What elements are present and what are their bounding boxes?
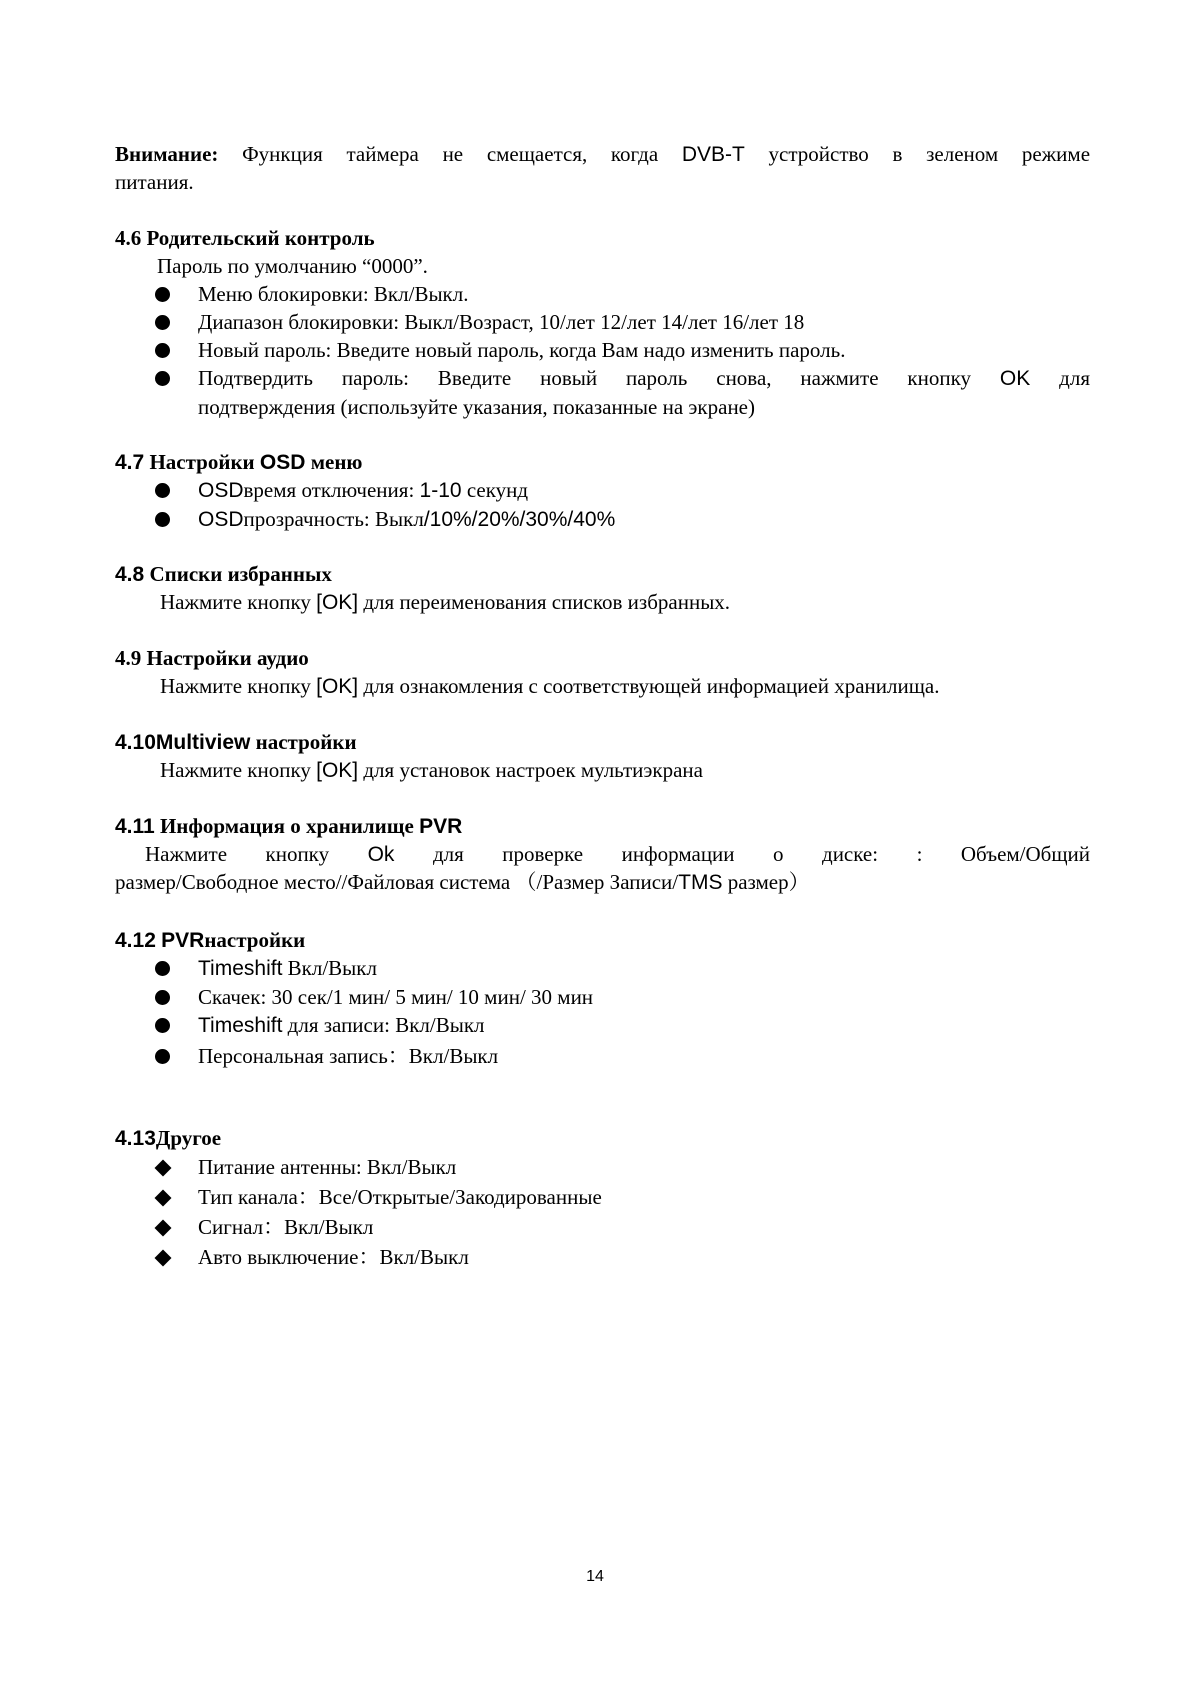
section-4-11-line-2: размер/Свободное место//Файловая система （/Размер Записи/TMS размер） bbox=[115, 870, 810, 894]
bullet-dot-icon bbox=[155, 1049, 170, 1064]
section-4-9-title: 4.9 Настройки аудио bbox=[115, 646, 309, 670]
list-item bbox=[155, 364, 1090, 421]
ok-key: OK bbox=[999, 367, 1031, 390]
section-4-8-title: 4.8 Списки избранных bbox=[115, 562, 332, 586]
section-4-12-list bbox=[155, 954, 1090, 1070]
list-item: Новый пароль: Введите новый пароль, когда Вам надо изменить пароль. bbox=[155, 336, 1090, 364]
section-4-9-text: Нажмите кнопку [OK] для ознакомления с соответствующей информацией хранилища. bbox=[160, 674, 940, 698]
bullet-diamond-icon bbox=[155, 1190, 172, 1207]
section-4-12-title: 4.12 PVRнастройки bbox=[115, 928, 306, 952]
section-4-7-list bbox=[155, 476, 1090, 534]
bullet-diamond-icon bbox=[155, 1250, 172, 1267]
list-item: Тип канала：Все/Открытые/Закодированные bbox=[155, 1183, 1090, 1211]
bullet-dot-icon bbox=[155, 961, 170, 976]
confirm-line-1: Подтвердить пароль: Введите новый пароль снова, нажмите кнопку OK для bbox=[198, 366, 1090, 390]
bullet-dot-icon bbox=[155, 990, 170, 1005]
list-item: OSDвремя отключения: 1-10 секунд bbox=[155, 476, 1090, 505]
section-4-6-title: 4.6 Родительский контроль bbox=[115, 226, 375, 250]
bullet-dot-icon bbox=[155, 315, 170, 330]
section-4-10-title: 4.10Multiview настройки bbox=[115, 730, 357, 754]
section-4-13-title: 4.13Другое bbox=[115, 1126, 222, 1150]
notice-dvbt: DVB-T bbox=[681, 143, 745, 166]
list-item: Питание антенны: Вкл/Выкл bbox=[155, 1153, 1090, 1181]
notice-text-1: Функция таймера не смещается, когда bbox=[242, 142, 659, 166]
notice-line-1 bbox=[115, 140, 1090, 169]
bullet-dot-icon bbox=[155, 343, 170, 358]
section-4-8-text: Нажмите кнопку [OK] для переименования списков избранных. bbox=[160, 590, 731, 614]
list-item: Авто выключение：Вкл/Выкл bbox=[155, 1243, 1090, 1271]
notice-line-2: питания. bbox=[115, 170, 194, 194]
list-item: Скачек: 30 сек/1 мин/ 5 мин/ 10 мин/ 30 мин bbox=[155, 983, 1090, 1011]
bullet-diamond-icon bbox=[155, 1220, 172, 1237]
bullet-dot-icon bbox=[155, 512, 170, 527]
bullet-diamond-icon bbox=[155, 1160, 172, 1177]
section-4-7-title: 4.7 Настройки OSD меню bbox=[115, 450, 363, 474]
section-4-6-list bbox=[155, 280, 1090, 421]
section-4-11-line-1: Нажмите кнопку Ok для проверке информации о диске: : Объем/Общий bbox=[145, 842, 1091, 866]
list-item: Сигнал：Вкл/Выкл bbox=[155, 1213, 1090, 1241]
ok-key: [OK] bbox=[316, 591, 359, 614]
list-item: Персональная запись：Вкл/Выкл bbox=[155, 1042, 1090, 1070]
bullet-dot-icon bbox=[155, 371, 170, 386]
page-number: 14 bbox=[586, 1568, 604, 1585]
ok-key: [OK] bbox=[316, 759, 359, 782]
list-item: Диапазон блокировки: Выкл/Возраст, 10/лет 12/лет 14/лет 16/лет 18 bbox=[155, 308, 1090, 336]
ok-key: Ok bbox=[367, 843, 395, 866]
list-item: OSDпрозрачность: Выкл/10%/20%/30%/40% bbox=[155, 505, 1090, 534]
bullet-dot-icon bbox=[155, 483, 170, 498]
confirm-line-2: подтверждения (используйте указания, показанные на экране) bbox=[198, 395, 755, 419]
section-4-10-text: Нажмите кнопку [OK] для установок настроек мультиэкрана bbox=[160, 758, 703, 782]
section-4-6-intro: Пароль по умолчанию “0000”. bbox=[157, 254, 428, 278]
notice-label: Внимание: bbox=[115, 142, 219, 166]
list-item: Timeshift для записи: Вкл/Выкл bbox=[155, 1011, 1090, 1040]
ok-key: [OK] bbox=[316, 675, 359, 698]
notice-text-2: устройство в зеленом режиме bbox=[768, 142, 1091, 166]
list-item: Timeshift Вкл/Выкл bbox=[155, 954, 1090, 983]
bullet-dot-icon bbox=[155, 287, 170, 302]
bullet-dot-icon bbox=[155, 1018, 170, 1033]
list-item: Меню блокировки: Вкл/Выкл. bbox=[155, 280, 1090, 308]
section-4-13-list bbox=[155, 1153, 1090, 1271]
section-4-11-title: 4.11 Информация о хранилище PVR bbox=[115, 814, 463, 838]
